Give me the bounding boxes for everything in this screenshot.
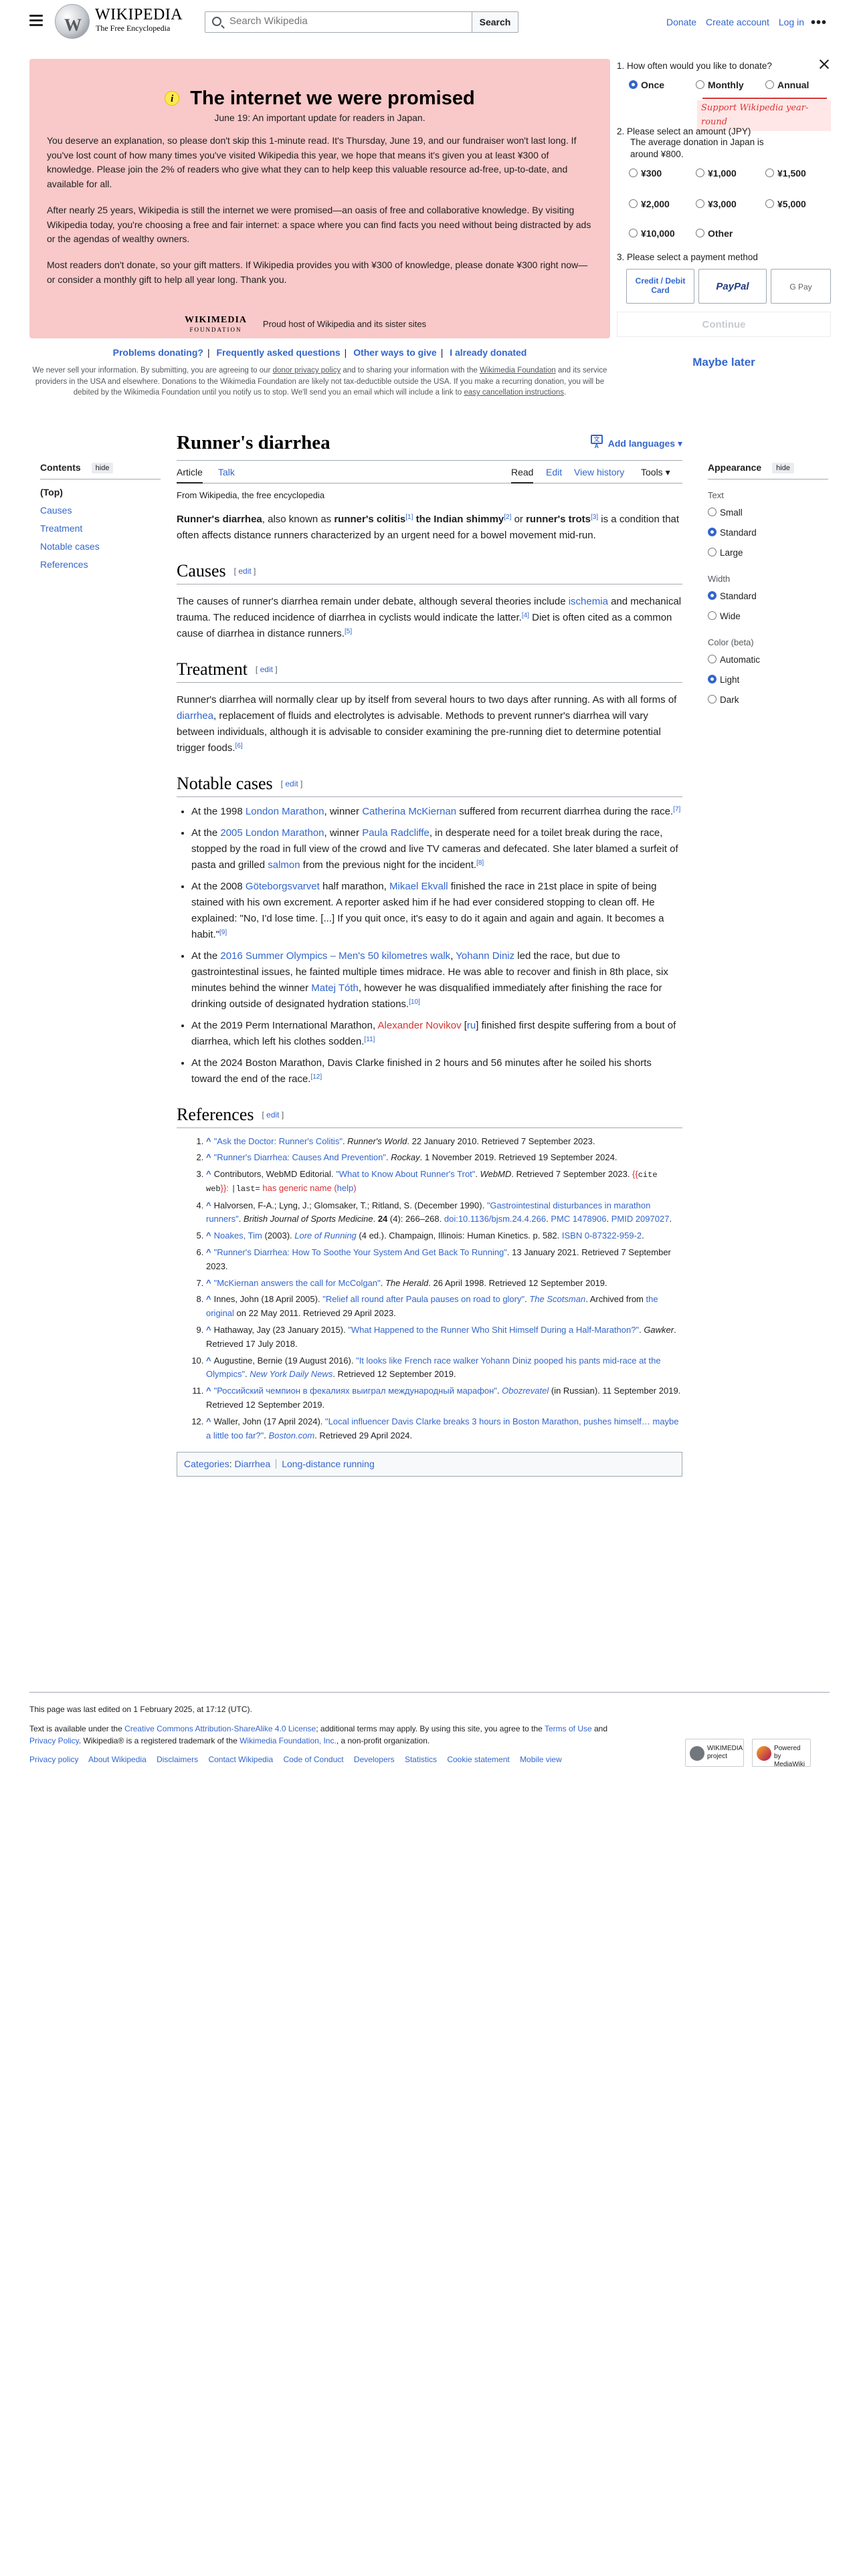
list-item: • At the 2005 London Marathon, winner Paula Radcliffe, in desperate need for a toilet break during the race, stopped by the road in full view of the crowd and live TV cameras and defecated. She later blamed a surfeit of pasta and grilled salmon from the previous night for the incident.[8] xyxy=(191,825,682,873)
donation-form xyxy=(617,59,831,373)
radio-icon xyxy=(629,229,638,237)
table-of-contents xyxy=(40,460,161,574)
banner-links: Problems donating? | Frequently asked questions | Other ways to give | I already donated xyxy=(112,347,527,358)
ref-link[interactable]: [6] xyxy=(235,742,243,750)
banner-subtitle: June 19: An important update for readers in Japan. xyxy=(214,112,425,123)
reference-item: 6. ^ "Runner's Diarrhea: How To Soothe Your System And Get Back To Running". 13 January 2021. Retrieved 7 September 2023. xyxy=(206,1246,682,1274)
ref-link[interactable]: [7] xyxy=(673,805,681,813)
footer-link[interactable]: Developers xyxy=(353,1755,395,1765)
footer-link[interactable]: Privacy policy xyxy=(29,1755,79,1765)
wiki-link[interactable]: Yohann Diniz xyxy=(456,950,515,962)
radio-icon xyxy=(708,655,717,663)
citation-link[interactable]: "Российский чемпион в фекалиях выиграл международный марафон" xyxy=(213,1386,497,1396)
license-link[interactable]: Creative Commons Attribution-ShareAlike 4.0 License xyxy=(124,1724,316,1734)
reference-item: 5. ^ Noakes, Tim (2003). Lore of Running (4 ed.). Champaign, Illinois: Human Kinetics. p. 582. ISBN 0-87322-959-2. xyxy=(206,1229,682,1243)
fundraising-banner xyxy=(29,59,610,338)
already-donated-link[interactable]: I already donated xyxy=(450,347,527,358)
translate-icon: 文A xyxy=(591,435,603,444)
last-edited: This page was last edited on 1 February 2025, at 17:12 (UTC). xyxy=(29,1705,252,1714)
list-item: • At the 2016 Summer Olympics – Men's 50 kilometres walk, Yohann Diniz led the race, but due to gastrointestinal issues, he fainted multiple times midrace. He was able to recover and finish in 8th place, six minutes behind the winner Matej Tóth, however he was disqualified immediately after finishing the race for drinking outside of designated hydration stations.[10] xyxy=(191,948,682,1012)
amount-other[interactable]: Other xyxy=(696,226,733,241)
powered-by-mediawiki-badge[interactable]: Powered by MediaWiki xyxy=(752,1739,811,1767)
toc-hide-button[interactable]: hide xyxy=(92,463,114,473)
amount-option[interactable]: ¥1,000 xyxy=(696,166,737,181)
site-sub: From Wikipedia, the free encyclopedia xyxy=(177,490,325,500)
section-heading-causes: Causes [ edit ] xyxy=(177,560,682,584)
banner-paragraph: You deserve an explanation, so please don't skip this 1-minute read. It's Thursday, June 19, and our fundraiser won't last long. If you've lost count of how many times you've visited Wikipedia this year, we hope that means it's given you at least ¥300 of knowledge. Please join the 2% of readers who give what they can to help keep this valuable resource ad-free, up-to-date, and available for all. xyxy=(47,135,577,190)
frequency-question: 1. How often would you like to donate? xyxy=(617,61,772,71)
wiki-link[interactable]: Paula Radcliffe xyxy=(362,827,430,839)
radio-icon xyxy=(696,199,704,208)
card-payment-button[interactable]: Credit / Debit Card xyxy=(626,269,694,304)
google-pay-button[interactable]: G Pay xyxy=(771,269,831,304)
toc-header: Contents hide xyxy=(40,460,161,475)
citation-link[interactable]: "Local influencer Davis Clarke breaks 3 hours in Boston Marathon, pushes himself… maybe a little too far?" xyxy=(206,1416,679,1440)
wiki-link[interactable]: 2005 London Marathon xyxy=(220,827,324,839)
ref-link[interactable]: [2] xyxy=(504,514,512,522)
donor-privacy-link[interactable]: donor privacy policy xyxy=(272,366,341,374)
amount-option[interactable]: ¥300 xyxy=(629,166,662,181)
amount-note: The average donation in Japan is around ¥800. xyxy=(630,137,764,159)
notable-cases-list xyxy=(191,804,682,1087)
freq-once[interactable]: Once xyxy=(629,78,664,92)
text-size-label: Text xyxy=(708,490,724,501)
color-light[interactable]: Light xyxy=(708,670,828,690)
appearance-panel xyxy=(708,460,828,710)
wikipedia-logo-icon[interactable] xyxy=(55,4,90,39)
color-automatic[interactable]: Automatic xyxy=(708,650,828,670)
toc-item-causes[interactable]: Causes xyxy=(40,505,72,516)
wmf-link[interactable]: Wikimedia Foundation xyxy=(479,366,556,374)
tab-article[interactable]: Article xyxy=(177,465,203,484)
radio-icon xyxy=(765,169,774,177)
citation-error: {{cite web}}: |last= has generic name (help) xyxy=(206,1169,658,1194)
reference-item: 7. ^ "McKiernan answers the call for McColgan". The Herald. 26 April 1998. Retrieved 12 September 2019. xyxy=(206,1277,682,1291)
divider xyxy=(29,1692,830,1693)
footer-link[interactable]: Code of Conduct xyxy=(283,1755,344,1765)
ref-link[interactable]: [12] xyxy=(310,1073,322,1081)
reference-item: 10. ^ Augustine, Bernie (19 August 2016). "It looks like French race walker Yohann Diniz pooped his pants mid-race at the Olympics". New York Daily News. Retrieved 12 September 2019. xyxy=(206,1354,682,1382)
reference-item: 4. ^ Halvorsen, F-A.; Lyng, J.; Glomsaker, T.; Ritland, S. (December 1990). "Gastrointestinal disturbances in marathon runners". British Journal of Sports Medicine. 24 (4): 266–268. doi:10.1136/bjsm.24.4.266. PMC 1478906. PMID 2097027. xyxy=(206,1199,682,1227)
category-link[interactable]: Long-distance running xyxy=(282,1459,375,1470)
reference-item: 11. ^ "Российский чемпион в фекалиях выиграл международный марафон". Obozrevatel (in Russian). 11 September 2019. Retrieved 12 September 2019. xyxy=(206,1384,682,1412)
amount-question: 2. Please select an amount (JPY) xyxy=(617,126,751,136)
edit-section-link[interactable]: edit xyxy=(238,566,252,576)
section-heading-references: References [ edit ] xyxy=(177,1103,682,1128)
width-wide[interactable]: Wide xyxy=(708,607,828,627)
support-note: Support Wikipedia year-round xyxy=(697,100,831,131)
tab-read[interactable]: Read xyxy=(511,465,533,484)
toc-item-treatment[interactable]: Treatment xyxy=(40,523,83,534)
radio-icon xyxy=(696,80,704,89)
edit-section-link[interactable]: edit xyxy=(260,665,273,675)
radio-icon xyxy=(765,80,774,89)
tab-edit[interactable]: Edit xyxy=(546,466,563,477)
create-account-link[interactable]: Create account xyxy=(706,17,769,27)
license-text: Text is available under the Creative Commons Attribution-ShareAlike 4.0 License; additional terms may apply. By using this site, you agree to the Terms of Use and Privacy Policy. Wikipedia® is a registered trademark of the Wikimedia Foundation, Inc., a non-profit organization. xyxy=(29,1724,608,1746)
search-icon xyxy=(212,17,221,26)
color-label: Color (beta) xyxy=(708,637,754,647)
banner-footer xyxy=(185,316,426,333)
wikipedia-wordmark[interactable]: WIKIPEDIA xyxy=(95,6,183,23)
citation-link[interactable]: "McKiernan answers the call for McColgan" xyxy=(213,1277,381,1288)
wiki-link[interactable]: London Marathon xyxy=(245,805,324,817)
reference-item: 8. ^ Innes, John (18 April 2005). "Relief all round after Paula pauses on road to glory". The Scotsman. Archived from the original on 22 May 2011. Retrieved 29 April 2023. xyxy=(206,1293,682,1321)
continue-button[interactable]: Continue xyxy=(617,312,831,337)
amount-option[interactable]: ¥2,000 xyxy=(629,197,670,211)
archive-link[interactable]: the original xyxy=(206,1294,658,1319)
width-standard[interactable]: Standard xyxy=(708,586,828,607)
wiki-link[interactable]: Mikael Ekvall xyxy=(389,880,448,892)
list-item: • At the 1998 London Marathon, winner Catherina McKiernan suffered from recurrent diarrhea during the race.[7] xyxy=(191,804,682,820)
references-list xyxy=(206,1135,682,1443)
causes-paragraph: The causes of runner's diarrhea remain under debate, although several theories include ischemia and mechanical trauma. The reduced incidence of diarrhea in cyclists would indicate the latter.[4] Diet is often cited as a common cause of diarrhea in distance runners.[5] xyxy=(177,596,682,640)
privacy-link[interactable]: Privacy Policy xyxy=(29,1736,79,1746)
isbn-link[interactable]: ISBN 0-87322-959-2 xyxy=(561,1230,642,1241)
citation-link[interactable]: "Runner's Diarrhea: How To Soothe Your System And Get Back To Running" xyxy=(213,1247,507,1258)
ref-link[interactable]: [10] xyxy=(409,998,420,1006)
radio-icon xyxy=(696,169,704,177)
banner-title-text: The internet we were promised xyxy=(190,88,475,109)
radio-icon xyxy=(629,199,638,208)
problems-donating-link[interactable]: Problems donating? xyxy=(112,347,203,358)
list-item: • At the 2008 Göteborgsvarvet half marathon, Mikael Ekvall finished the race in 21st place in spite of being stained with his own excrement. A reporter asked him if he had ever considered stopping to clean off. He explained: "No, I'd lose time. [...] If you quit once, it's easy to do it again and again and again. It becomes a habit."[9] xyxy=(191,879,682,943)
reference-item: 2. ^ "Runner's Diarrhea: Causes And Prevention". Rockay. 1 November 2019. Retrieved 19 September 2024. xyxy=(206,1151,682,1165)
citation-link[interactable]: "Runner's Diarrhea: Causes And Prevention" xyxy=(213,1152,386,1163)
author-link[interactable]: Noakes, Tim xyxy=(213,1230,262,1241)
text-size-large[interactable]: Large xyxy=(708,543,828,563)
mediawiki-logo-icon xyxy=(757,1746,771,1761)
ref-link[interactable]: [11] xyxy=(364,1035,375,1043)
red-link[interactable]: Alexander Novikov xyxy=(377,1019,462,1031)
terms-link[interactable]: Terms of Use xyxy=(544,1724,592,1734)
radio-icon xyxy=(708,508,717,516)
ref-link[interactable]: [9] xyxy=(219,928,227,936)
publisher-link[interactable]: The Scotsman xyxy=(529,1294,586,1305)
appearance-header: Appearance hide xyxy=(708,460,828,475)
citation-link[interactable]: "Relief all round after Paula pauses on road to glory" xyxy=(322,1294,525,1305)
citation-link[interactable]: "Ask the Doctor: Runner's Colitis" xyxy=(213,1136,343,1146)
amount-option[interactable]: ¥3,000 xyxy=(696,197,737,211)
banner-legal-text: We never sell your information. By submitting, you are agreeing to our donor privacy policy and to sharing your information with the Wikimedia Foundation and its service providers in the USA and elsewhere. Donations to the Wikimedia Foundation are likely not tax-deductible outside the USA. If you make a recurring donation, you will be debited by the Wikimedia Foundation until you notify us to stop. We'll send you an email which will include a link to easy cancellation instructions. xyxy=(32,366,607,397)
reference-item: 1. ^ "Ask the Doctor: Runner's Colitis". Runner's World. 22 January 2010. Retrieved 7 September 2023. xyxy=(206,1135,682,1149)
toc-item-references[interactable]: References xyxy=(40,559,88,570)
ref-link[interactable]: [8] xyxy=(476,859,484,867)
text-size-standard[interactable]: Standard xyxy=(708,523,828,543)
radio-selected-icon xyxy=(708,675,717,683)
wiki-link[interactable]: Matej Tóth xyxy=(311,982,359,994)
wiki-link[interactable]: diarrhea xyxy=(177,710,214,722)
treatment-paragraph: Runner's diarrhea will normally clear up by itself from several hours to two days after running. As with all forms of diarrhea, replacement of fluids and electrolytes is advisable. Methods to prevent runner's diarrhea will vary between individuals, although it is advisable to consider examining the pre-running diet to determine potential trigger foods.[6] xyxy=(177,694,677,754)
radio-selected-icon xyxy=(708,528,717,536)
edit-section-link[interactable]: edit xyxy=(285,779,298,789)
wiki-link[interactable]: 2016 Summer Olympics – Men's 50 kilometres walk xyxy=(220,950,451,962)
interlanguage-link[interactable]: ru xyxy=(466,1019,476,1031)
search-box[interactable] xyxy=(205,11,472,33)
info-icon: i xyxy=(165,91,179,106)
wikimedia-project-badge[interactable]: WIKIMEDIA project xyxy=(685,1739,744,1767)
reference-item: 12. ^ Waller, John (17 April 2024). "Local influencer Davis Clarke breaks 3 hours in Boston Marathon, pushes himself… maybe a little too far?". Boston.com. Retrieved 29 April 2024. xyxy=(206,1415,682,1443)
tab-view-history[interactable]: View history xyxy=(574,466,625,477)
publisher-link[interactable]: Obozrevatel xyxy=(502,1386,549,1396)
help-link[interactable]: help xyxy=(337,1183,354,1194)
donate-link[interactable]: Donate xyxy=(666,17,697,27)
footer-link[interactable]: Contact Wikipedia xyxy=(208,1755,274,1765)
footer-link[interactable]: Disclaimers xyxy=(157,1755,199,1765)
amount-option[interactable]: ¥1,500 xyxy=(765,166,806,181)
edit-section-link[interactable]: edit xyxy=(266,1109,280,1119)
footer-link[interactable]: Statistics xyxy=(404,1755,437,1765)
radio-icon xyxy=(765,199,774,208)
wikimedia-foundation-logo: WIKIMEDIA FOUNDATION xyxy=(185,315,248,333)
radio-selected-icon xyxy=(708,591,717,600)
banner-paragraph: After nearly 25 years, Wikipedia is still the internet we were promised—an oasis of free and collaborative knowledge. By visiting Wikipedia today, you're choosing a free and fair internet: a space where you can find facts you need without being distracted by ads or the agendas of wealthy owners. xyxy=(47,205,591,245)
publisher-link[interactable]: Boston.com xyxy=(268,1430,315,1440)
citation-link[interactable]: "What to Know About Runner's Trot" xyxy=(336,1169,476,1180)
page-footer xyxy=(29,1692,830,1766)
wikipedia-tagline: The Free Encyclopedia xyxy=(96,23,171,33)
banner-title xyxy=(29,87,610,110)
search-button[interactable]: Search xyxy=(472,11,518,33)
ref-link[interactable]: [3] xyxy=(591,514,599,522)
categories-box: Categories: Diarrhea Long-distance running xyxy=(177,1452,682,1476)
citation-link[interactable]: "What Happened to the Runner Who Shit Himself During a Half-Marathon?" xyxy=(348,1325,640,1335)
publisher-link[interactable]: New York Daily News xyxy=(250,1369,333,1380)
citation-link[interactable]: "Gastrointestinal disturbances in marathon runners" xyxy=(206,1200,651,1224)
amount-option[interactable]: ¥10,000 xyxy=(629,226,675,241)
tab-talk[interactable]: Talk xyxy=(218,466,235,477)
color-dark[interactable]: Dark xyxy=(708,690,828,710)
radio-icon xyxy=(696,229,704,237)
freq-annual[interactable]: Annual xyxy=(765,78,809,92)
personal-tools xyxy=(660,15,804,29)
section-heading-notable-cases: Notable cases [ edit ] xyxy=(177,772,682,797)
radio-selected-icon xyxy=(629,80,638,89)
appearance-hide-button[interactable]: hide xyxy=(772,463,794,473)
width-label: Width xyxy=(708,574,731,584)
wmf-link[interactable]: Wikimedia Foundation, Inc. xyxy=(240,1736,337,1746)
toc-item-top[interactable]: (Top) xyxy=(40,487,63,498)
more-options-icon[interactable]: ••• xyxy=(811,15,828,30)
frequency-underline xyxy=(702,98,827,99)
radio-icon xyxy=(629,169,638,177)
other-ways-link[interactable]: Other ways to give xyxy=(353,347,437,358)
banner-paragraph: Most readers don't donate, so your gift matters. If Wikipedia provides you with ¥300 of knowledge, please donate ¥300 right now—or consider a monthly gift to help all year long. Thank you. xyxy=(47,259,588,285)
article-content xyxy=(177,431,682,1477)
page-title: Runner's diarrhea xyxy=(177,432,330,453)
pmid-link[interactable]: PMID 2097027 xyxy=(611,1214,670,1224)
site-header xyxy=(0,0,859,44)
footer-link[interactable]: About Wikipedia xyxy=(88,1755,147,1765)
section-heading-treatment: Treatment [ edit ] xyxy=(177,658,682,683)
ref-link[interactable]: [1] xyxy=(405,514,413,522)
wiki-link[interactable]: ischemia xyxy=(568,596,608,608)
text-size-small[interactable]: Small xyxy=(708,503,828,523)
paypal-button[interactable]: PayPal xyxy=(698,269,767,304)
doi-link[interactable]: doi:10.1136/bjsm.24.4.266 xyxy=(444,1214,547,1224)
radio-icon xyxy=(708,611,717,620)
radio-icon xyxy=(708,695,717,704)
wiki-link[interactable]: Catherina McKiernan xyxy=(362,805,457,817)
payment-question: 3. Please select a payment method xyxy=(617,252,758,262)
tools-menu[interactable]: Tools ▾ xyxy=(641,466,670,477)
list-item: • At the 2024 Boston Marathon, Davis Clarke finished in 2 hours and 56 minutes after he soiled his shorts toward the end of the race.[12] xyxy=(191,1055,682,1087)
toc-item-notable-cases[interactable]: Notable cases xyxy=(40,541,100,552)
categories-link[interactable]: Categories xyxy=(184,1459,229,1470)
reference-item: 9. ^ Hathaway, Jay (23 January 2015). "What Happened to the Runner Who Shit Himself During a Half-Marathon?". Gawker. Retrieved 17 July 2018. xyxy=(206,1323,682,1352)
ref-link[interactable]: [5] xyxy=(344,628,353,636)
log-in-link[interactable]: Log in xyxy=(778,17,804,27)
add-languages-button[interactable]: 文A Add languages ▾ xyxy=(591,435,682,451)
ref-link[interactable]: [4] xyxy=(521,612,529,620)
footer-link[interactable]: Mobile view xyxy=(520,1755,562,1765)
main-menu-icon[interactable] xyxy=(29,15,43,27)
lead-paragraph: Runner's diarrhea, also known as runner's colitis[1] the Indian shimmy[2] or runner's trots[3] is a condition that often affects distance runners characterized by an urgent need for a bowel movement mid-run. xyxy=(177,514,680,542)
wiki-link[interactable]: Göteborgsvarvet xyxy=(245,880,320,892)
page-tabs xyxy=(177,461,682,484)
wikimedia-logo-icon xyxy=(690,1746,704,1761)
amount-option[interactable]: ¥5,000 xyxy=(765,197,806,211)
maybe-later-link[interactable]: Maybe later xyxy=(692,356,755,368)
radio-icon xyxy=(708,548,717,556)
host-text: Proud host of Wikipedia and its sister sites xyxy=(262,318,427,329)
category-link[interactable]: Diarrhea xyxy=(234,1459,271,1470)
list-item: • At the 2019 Perm International Marathon, Alexander Novikov [ru] finished first despite suffering from a bout of diarrhea, which left his clothes sodden.[11] xyxy=(191,1018,682,1050)
reference-item: 3. ^ Contributors, WebMD Editorial. "What to Know About Runner's Trot". WebMD. Retrieved 7 September 2023. {{cite web}}: |last= has generic name (help) xyxy=(206,1168,682,1196)
wiki-link[interactable]: salmon xyxy=(268,859,300,871)
citation-link[interactable]: Lore of Running xyxy=(294,1230,357,1241)
freq-monthly[interactable]: Monthly xyxy=(696,78,744,92)
search-input[interactable] xyxy=(229,15,464,27)
faq-link[interactable]: Frequently asked questions xyxy=(216,347,341,358)
citation-link[interactable]: "It looks like French race walker Yohann Diniz pooped his pants mid-race at the Olympics" xyxy=(206,1355,661,1380)
pmc-link[interactable]: PMC 1478906 xyxy=(551,1214,607,1224)
footer-link[interactable]: Cookie statement xyxy=(447,1755,510,1765)
cancellation-link[interactable]: easy cancellation instructions xyxy=(464,389,565,397)
close-icon[interactable] xyxy=(818,58,831,71)
